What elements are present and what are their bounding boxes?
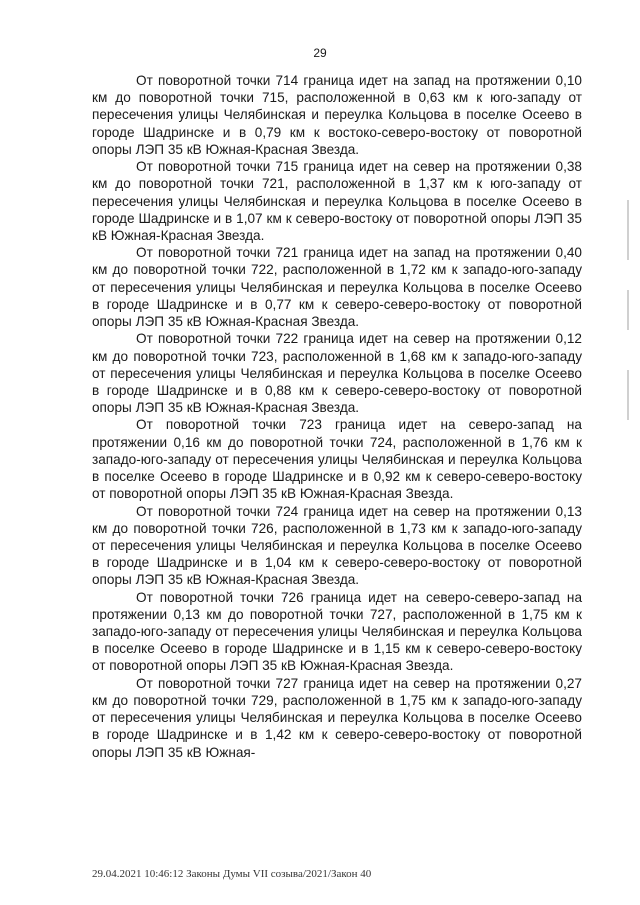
document-footer: 29.04.2021 10:46:12 Законы Думы VII созыва/2021/Закон 40 — [92, 868, 372, 880]
document-body — [92, 72, 582, 761]
paragraph-point-721: От поворотной точки 721 граница идет на запад на протяжении 0,40 км до поворотной точки 722, расположенной в 1,72 км к западо-юго-западу от пересечения улицы Челябинская и переулка Кольцова в поселке Осеево в городе Шадринске и в 0,77 км к северо-северо-востоку от поворотной опоры ЛЭП 35 кВ Южная-Красная Звезда. — [92, 245, 582, 330]
paragraph-point-722: От поворотной точки 722 граница идет на север на протяжении 0,12 км до поворотной точки 723, расположенной в 1,68 км к западо-юго-западу от пересечения улицы Челябинская и переулка Кольцова в поселке Осеево в городе Шадринске и в 0,88 км к северо-северо-востоку от поворотной опоры ЛЭП 35 кВ Южная-Красная Звезда. — [92, 331, 582, 416]
margin-scan-marks — [626, 200, 630, 500]
paragraph-point-726: От поворотной точки 726 граница идет на северо-северо-запад на протяжении 0,13 км до поворотной точки 727, расположенной в 1,75 км к западо-юго-западу от пересечения улицы Челябинская и переулка Кольцова в поселке Осеево в городе Шадринске и в 1,15 км к северо-северо-востоку от поворотной опоры ЛЭП 35 кВ Южная-Красная Звезда. — [92, 589, 582, 674]
paragraph-point-723: От поворотной точки 723 граница идет на северо-запад на протяжении 0,16 км до поворотной точки 724, расположенной в 1,76 км к западо-юго-западу от пересечения улицы Челябинская и переулка Кольцова в поселке Осеево в городе Шадринске и в 0,92 км к северо-северо-востоку от поворотной опоры ЛЭП 35 кВ Южная-Красная Звезда. — [92, 417, 582, 502]
paragraph-point-714: От поворотной точки 714 граница идет на запад на протяжении 0,10 км до поворотной точки 715, расположенной в 0,63 км к юго-западу от пересечения улицы Челябинская и переулка Кольцова в поселке Осеево в городе Шадринске и в 0,79 км к востоко-северо-востоку от поворотной опоры ЛЭП 35 кВ Южная-Красная Звезда. — [92, 73, 582, 157]
paragraph-point-727: От поворотной точки 727 граница идет на север на протяжении 0,27 км до поворотной точки 729, расположенной в 1,75 км к западо-юго-западу от пересечения улицы Челябинская и переулка Кольцова в поселке Осеево в городе Шадринске и в 1,42 км к северо-северо-востоку от поворотной опоры ЛЭП 35 кВ Южная- — [92, 675, 582, 760]
paragraph-point-715: От поворотной точки 715 граница идет на север на протяжении 0,38 км до поворотной точки 721, расположенной в 1,37 км к юго-западу от пересечения улицы Челябинская и переулка Кольцова в поселке Осеево в городе Шадринске и в 1,07 км к северо-востоку от поворотной опоры ЛЭП 35 кВ Южная-Красная Звезда. — [92, 159, 582, 243]
paragraph-point-724: От поворотной точки 724 граница идет на север на протяжении 0,13 км до поворотной точки 726, расположенной в 1,73 км к западо-юго-западу от пересечения улицы Челябинская и переулка Кольцова в поселке Осеево в городе Шадринске и в 1,04 км к северо-северо-востоку от поворотной опоры ЛЭП 35 кВ Южная-Красная Звезда. — [92, 503, 582, 588]
page-number: 29 — [313, 46, 327, 60]
